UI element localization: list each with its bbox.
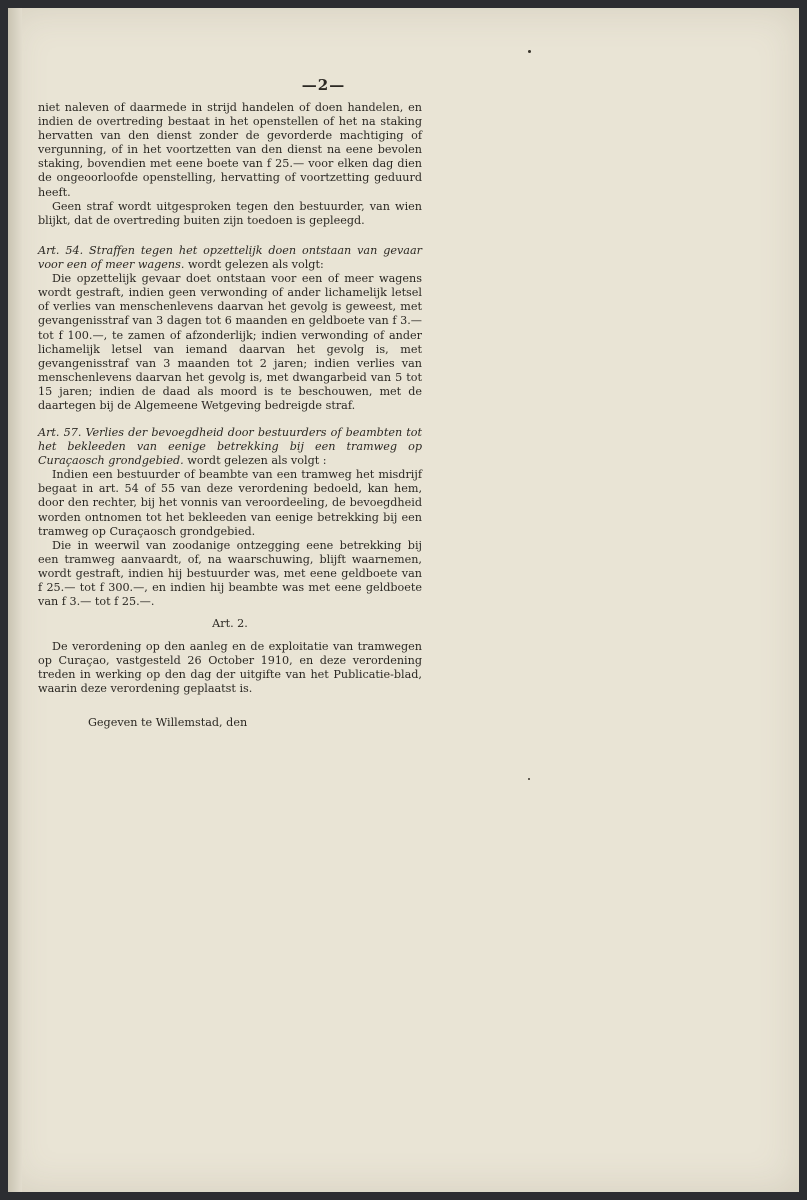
article-2-body: De verordening op den aanleg en de exploitatie van tramwegen op Curaçao, vastgesteld 26 October 1910, en deze verordening treden in werking op den dag der uitgifte van het Publicatie-blad, waarin deze verordening geplaatst is. [38, 640, 422, 696]
paper-speck [528, 50, 531, 53]
document-page [8, 8, 799, 1192]
closing-line: Gegeven te Willemstad, den [88, 716, 248, 729]
page-number: —2— [301, 76, 346, 94]
article-54-heading-italic: Art. 54. Straffen tegen het opzettelijk doen ontstaan van gevaar voor een of meer wagens. [38, 244, 422, 272]
article-2 [38, 640, 422, 696]
article-54-heading [38, 244, 422, 272]
article-57-heading-rest: wordt gelezen als volgt : [183, 454, 327, 468]
article-57 [38, 426, 422, 609]
top-paragraphs [38, 101, 422, 228]
paragraph-continuation: niet naleven of daarmede in strijd handelen of doen handelen, en indien de overtreding bestaat in het openstellen of het na staking hervatten van den dienst zonder de gevorderde machtiging of vergunning, of in het voortzetten van den dienst na eene bevolen staking, bovendien met eene boete van f 25.— voor elken dag dien de ongeoorloofde openstelling, hervatting of voortzetting geduurd heeft. [38, 101, 422, 199]
article-2-heading: Art. 2. [212, 617, 248, 630]
page-spine [8, 8, 22, 1192]
article-57-body-2: Die in weerwil van zoodanige ontzegging eene betrekking bij een tramweg aanvaardt, of, na waarschuwing, blijft waarnemen, wordt gestraft, indien hij bestuurder was, met eene geldboete van f 25.— tot f 300.—, en indien hij beambte was met eene geldboete van f 3.— tot f 25.—. [38, 538, 422, 609]
article-54 [38, 244, 422, 413]
article-54-body: Die opzettelijk gevaar doet ontstaan voor een of meer wagens wordt gestraft, indien geen verwonding of ander lichamelijk letsel of verlies van menschenlevens daarvan het gevolg is geweest, met gevangenisstraf van 3 dagen tot 6 maanden en geldboete van f 3.— tot f 100.—, te zamen of afzonderlijk; indien verwonding of ander lichamelijk letsel van iemand daarvan het gevolg is, met gevangenisstraf van 3 maanden tot 2 jaren; indien verlies van menschenlevens daarvan het gevolg is, met dwangarbeid van 5 tot 15 jaren; indien de daad als moord is te beschouwen, met de daartegen bij de Algemeene Wetgeving bedreigde straf. [38, 272, 422, 413]
article-57-heading-italic: Art. 57. Verlies der bevoegdheid door bestuurders of beambten tot het bekleeden van eenige betrekking bij een tramweg op Curaçaosch grondgebied. [38, 426, 422, 468]
article-57-heading [38, 426, 422, 468]
article-54-heading-rest: wordt gelezen als volgt: [184, 258, 324, 272]
article-57-body-1: Indien een bestuurder of beambte van een tramweg het misdrijf begaat in art. 54 of 55 van deze verordening bedoeld, kan hem, door den rechter, bij het vonnis van veroordeeling, de bevoegdheid worden ontnomen tot het bekleeden van eenige betrekking bij een tramweg op Curaçaosch grondgebied. [38, 468, 422, 538]
paragraph-no-penalty: Geen straf wordt uitgesproken tegen den bestuurder, van wien blijkt, dat de overtreding buiten zijn toedoen is gepleegd. [38, 199, 422, 227]
paper-speck [528, 778, 530, 780]
